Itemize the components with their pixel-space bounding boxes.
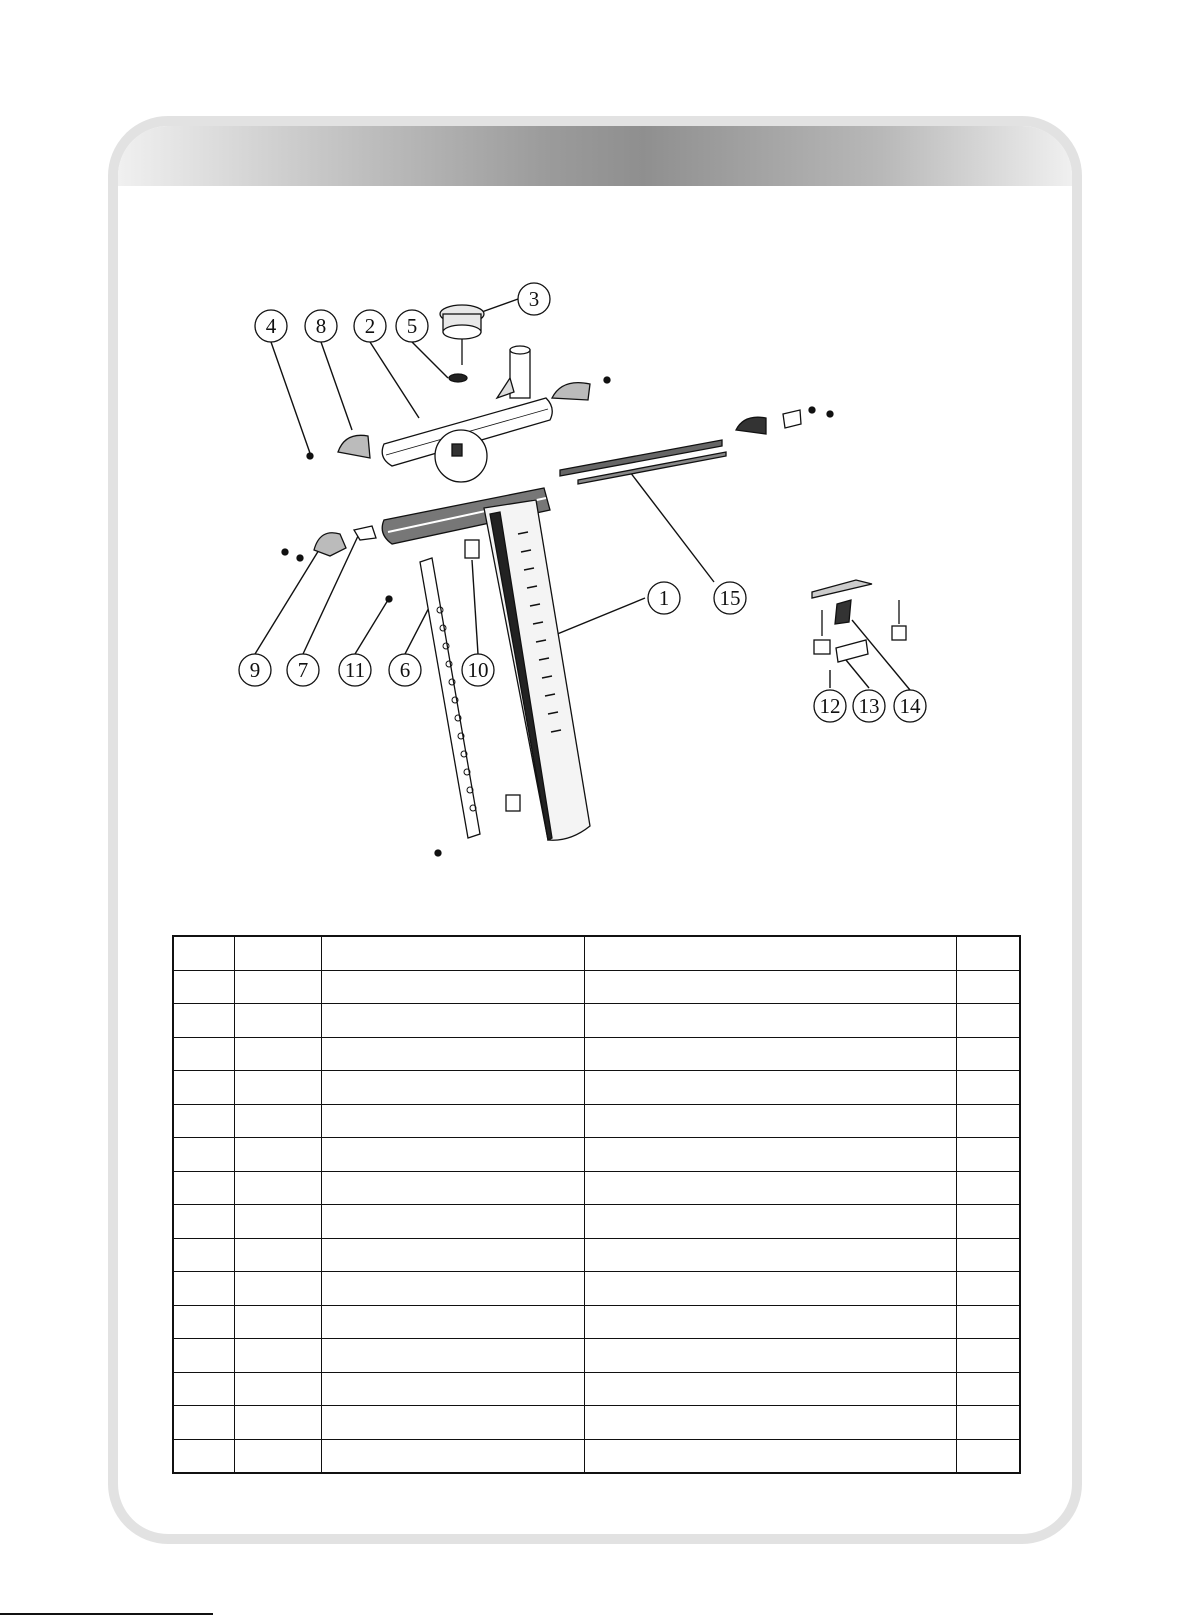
table-cell xyxy=(957,1339,1021,1373)
table-cell xyxy=(235,1171,322,1205)
table-cell xyxy=(235,1138,322,1172)
table-cell xyxy=(322,1205,585,1239)
table-cell xyxy=(322,970,585,1004)
callout-6: 6 xyxy=(399,658,411,682)
table-cell xyxy=(235,936,322,970)
table-cell xyxy=(322,1037,585,1071)
table-cell xyxy=(235,1272,322,1306)
table-cell xyxy=(585,1071,957,1105)
table-cell xyxy=(235,1305,322,1339)
table-cell xyxy=(235,1071,322,1105)
table-cell xyxy=(173,936,235,970)
table-cell xyxy=(957,1205,1021,1239)
table-cell xyxy=(585,1171,957,1205)
callout-11: 11 xyxy=(344,658,366,682)
callout-4: 4 xyxy=(265,314,277,338)
table-cell xyxy=(322,1339,585,1373)
callout-13: 13 xyxy=(858,694,880,718)
table-cell xyxy=(585,1305,957,1339)
table-cell xyxy=(173,1037,235,1071)
table-cell xyxy=(585,1138,957,1172)
callout-9: 9 xyxy=(249,658,261,682)
table-cell xyxy=(235,970,322,1004)
callout-5: 5 xyxy=(406,314,418,338)
table-cell xyxy=(235,1439,322,1473)
table-cell xyxy=(235,1372,322,1406)
table-cell xyxy=(235,1339,322,1373)
callout-10: 10 xyxy=(467,658,489,682)
table-row xyxy=(173,1406,1020,1440)
table-cell xyxy=(322,1439,585,1473)
callout-15: 15 xyxy=(719,586,741,610)
table-cell xyxy=(322,1238,585,1272)
table-row xyxy=(173,1305,1020,1339)
table-cell xyxy=(957,1305,1021,1339)
table-cell xyxy=(173,1238,235,1272)
table-cell xyxy=(322,1272,585,1306)
table-cell xyxy=(322,1071,585,1105)
table-cell xyxy=(173,1439,235,1473)
table-cell xyxy=(173,1104,235,1138)
table-cell xyxy=(957,936,1021,970)
table-row xyxy=(173,1339,1020,1373)
table-cell xyxy=(322,936,585,970)
table-cell xyxy=(235,1104,322,1138)
table-cell xyxy=(585,1238,957,1272)
table-cell xyxy=(173,1406,235,1440)
callout-8: 8 xyxy=(315,314,327,338)
table-cell xyxy=(235,1004,322,1038)
table-row xyxy=(173,1071,1020,1105)
table-row xyxy=(173,1439,1020,1473)
table-cell xyxy=(585,936,957,970)
table-cell xyxy=(957,1004,1021,1038)
table-cell xyxy=(322,1171,585,1205)
table-cell xyxy=(585,1037,957,1071)
table-cell xyxy=(173,1305,235,1339)
table-cell xyxy=(173,1372,235,1406)
table-cell xyxy=(585,1104,957,1138)
table-cell xyxy=(957,1272,1021,1306)
parts-table xyxy=(172,935,1021,1474)
table-cell xyxy=(173,1004,235,1038)
table-row xyxy=(173,970,1020,1004)
table-cell xyxy=(585,1339,957,1373)
table-row xyxy=(173,936,1020,970)
table-cell xyxy=(322,1372,585,1406)
table-cell xyxy=(322,1104,585,1138)
table-cell xyxy=(173,1071,235,1105)
table-row xyxy=(173,1104,1020,1138)
table-cell xyxy=(957,1171,1021,1205)
table-cell xyxy=(235,1238,322,1272)
callout-12: 12 xyxy=(819,694,841,718)
table-row xyxy=(173,1272,1020,1306)
table-cell xyxy=(322,1004,585,1038)
table-row xyxy=(173,1037,1020,1071)
table-row xyxy=(173,1004,1020,1038)
table-cell xyxy=(585,1004,957,1038)
table-cell xyxy=(322,1305,585,1339)
callout-1: 1 xyxy=(658,586,670,610)
table-cell xyxy=(957,1372,1021,1406)
table-cell xyxy=(585,1272,957,1306)
table-cell xyxy=(585,1406,957,1440)
table-cell xyxy=(585,1205,957,1239)
table-row xyxy=(173,1138,1020,1172)
table-cell xyxy=(957,1104,1021,1138)
callout-2: 2 xyxy=(364,314,376,338)
table-cell xyxy=(957,1037,1021,1071)
table-cell xyxy=(957,1238,1021,1272)
table-cell xyxy=(235,1037,322,1071)
table-cell xyxy=(322,1406,585,1440)
callout-3: 3 xyxy=(528,287,540,311)
table-cell xyxy=(173,1171,235,1205)
table-cell xyxy=(322,1138,585,1172)
table-row xyxy=(173,1238,1020,1272)
table-cell xyxy=(173,970,235,1004)
callout-7: 7 xyxy=(297,658,309,682)
callout-14: 14 xyxy=(899,694,921,718)
table-cell xyxy=(173,1272,235,1306)
table-cell xyxy=(957,1138,1021,1172)
table-cell xyxy=(235,1205,322,1239)
table-cell xyxy=(173,1138,235,1172)
table-cell xyxy=(585,1372,957,1406)
table-row xyxy=(173,1372,1020,1406)
table-row xyxy=(173,1171,1020,1205)
table-cell xyxy=(235,1406,322,1440)
table-cell xyxy=(173,1205,235,1239)
table-row xyxy=(173,1205,1020,1239)
table-cell xyxy=(957,1439,1021,1473)
table-cell xyxy=(957,970,1021,1004)
table-cell xyxy=(173,1339,235,1373)
table-cell xyxy=(957,1071,1021,1105)
table-cell xyxy=(957,1406,1021,1440)
footer-rule xyxy=(0,1613,213,1615)
table-cell xyxy=(585,970,957,1004)
table-cell xyxy=(585,1439,957,1473)
